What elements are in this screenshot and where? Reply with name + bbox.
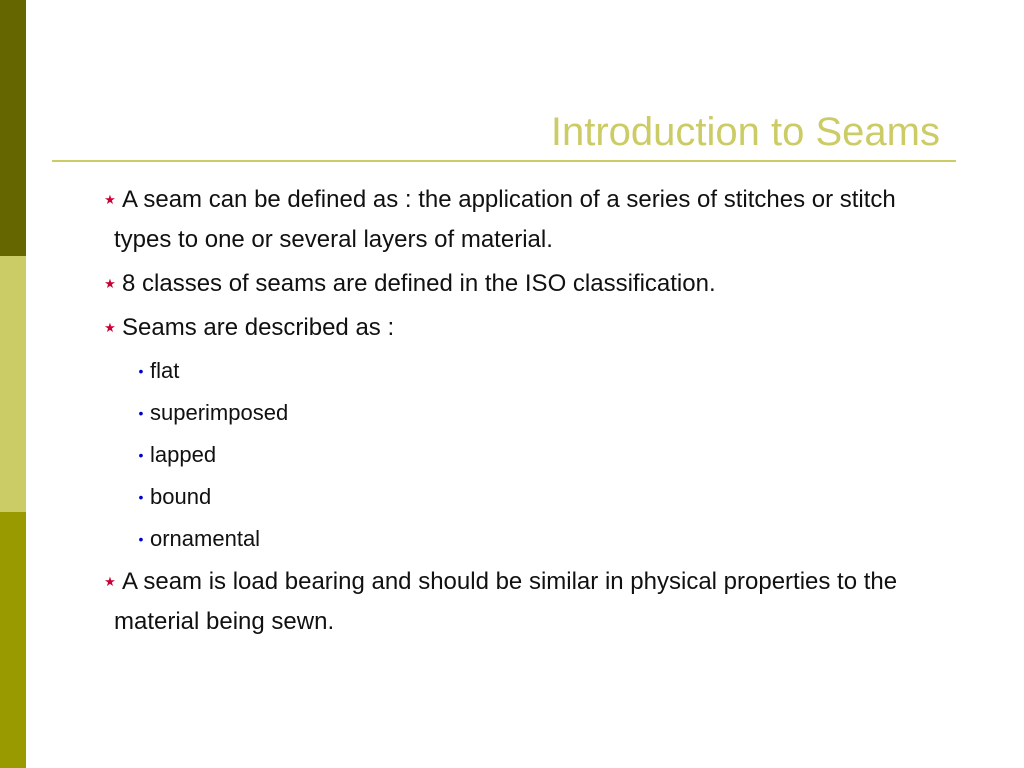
- dot-icon: •: [138, 531, 144, 547]
- bullet-text: Seams are described as :: [122, 314, 395, 341]
- bullet-text: A seam is load bearing and should be similar in physical properties to the material being sewn.: [114, 568, 898, 635]
- bullet-item: [100, 180, 940, 260]
- sub-bullet-text: bound: [150, 484, 212, 509]
- sidebar-band-middle: [0, 256, 26, 512]
- sub-bullet-item: [132, 478, 940, 516]
- bullet-text: 8 classes of seams are defined in the ISO classification.: [122, 270, 716, 297]
- sub-bullet-item: [132, 520, 940, 558]
- bullet-item: [100, 562, 940, 642]
- sub-bullet-item: [132, 394, 940, 432]
- bullet-list: [100, 180, 940, 646]
- bullet-text: A seam can be defined as : the application of a series of stitches or stitch types to one or several layers of material.: [114, 186, 896, 253]
- sub-bullet-item: [132, 352, 940, 390]
- sidebar-band-bottom: [0, 512, 26, 768]
- sub-bullet-item: [132, 436, 940, 474]
- star-icon: ★: [104, 276, 116, 291]
- bullet-item: [100, 308, 940, 348]
- dot-icon: •: [138, 489, 144, 505]
- star-icon: ★: [104, 574, 116, 589]
- sub-bullet-text: flat: [150, 358, 180, 383]
- sub-bullet-text: lapped: [150, 442, 217, 467]
- dot-icon: •: [138, 405, 144, 421]
- star-icon: ★: [104, 320, 116, 335]
- sub-bullet-list: [100, 352, 940, 558]
- dot-icon: •: [138, 363, 144, 379]
- title-underline: [52, 160, 956, 162]
- sub-bullet-text: ornamental: [150, 526, 261, 551]
- bullet-item: [100, 264, 940, 304]
- star-icon: ★: [104, 192, 116, 207]
- dot-icon: •: [138, 447, 144, 463]
- sub-bullet-text: superimposed: [150, 400, 289, 425]
- slide-title: Introduction to Seams: [550, 110, 940, 154]
- sidebar-band-top: [0, 0, 26, 256]
